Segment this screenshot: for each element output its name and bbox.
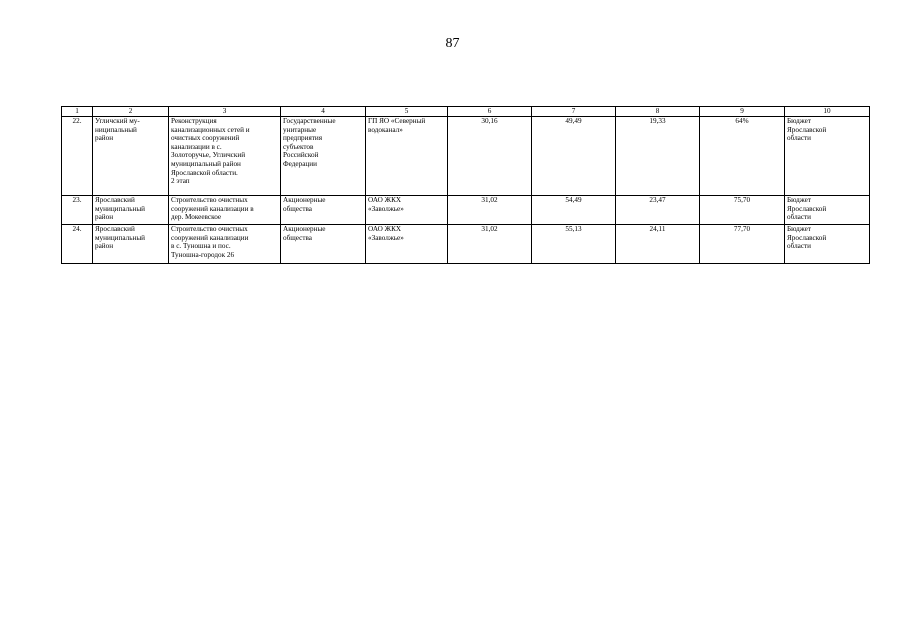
operator-cell: ГП ЯО «Северный водоканал»	[366, 117, 448, 196]
column-header: 2	[93, 107, 169, 117]
value-cell-6: 30,16	[448, 117, 532, 196]
value-cell-9: 75,70	[700, 196, 785, 225]
district-cell: Угличский му- ниципальный район	[93, 117, 169, 196]
column-header: 10	[785, 107, 870, 117]
column-header: 7	[532, 107, 616, 117]
data-table	[61, 106, 870, 264]
district-cell: Ярославский муниципальный район	[93, 225, 169, 264]
value-cell-6: 31,02	[448, 196, 532, 225]
value-cell-7: 49,49	[532, 117, 616, 196]
project-cell: Реконструкция канализационных сетей и очистных сооружений канализации в с. Золоторучье, Угличский муниципальный район Ярославской области. 2 этап	[169, 117, 281, 196]
table-row	[62, 117, 870, 196]
funding-cell: Бюджет Ярославской области	[785, 225, 870, 264]
operator-cell: ОАО ЖКХ «Заволжье»	[366, 196, 448, 225]
operator-cell: ОАО ЖКХ «Заволжье»	[366, 225, 448, 264]
value-cell-8: 19,33	[616, 117, 700, 196]
project-cell: Строительство очистных сооружений канализации в дер. Мокеевское	[169, 196, 281, 225]
funding-cell: Бюджет Ярославской области	[785, 117, 870, 196]
owner-type-cell: Акционерные общества	[281, 225, 366, 264]
project-cell: Строительство очистных сооружений канализации в с. Туношна и пос. Туношна-городок 26	[169, 225, 281, 264]
value-cell-7: 54,49	[532, 196, 616, 225]
column-header: 6	[448, 107, 532, 117]
value-cell-8: 24,11	[616, 225, 700, 264]
value-cell-8: 23,47	[616, 196, 700, 225]
table-header-row	[62, 107, 870, 117]
column-header: 4	[281, 107, 366, 117]
table-row	[62, 225, 870, 264]
table-row	[62, 196, 870, 225]
owner-type-cell: Акционерные общества	[281, 196, 366, 225]
row-number-cell: 23.	[62, 196, 93, 225]
column-header: 3	[169, 107, 281, 117]
column-header: 8	[616, 107, 700, 117]
district-cell: Ярославский муниципальный район	[93, 196, 169, 225]
value-cell-9: 64%	[700, 117, 785, 196]
row-number-cell: 22.	[62, 117, 93, 196]
column-header: 1	[62, 107, 93, 117]
page-number: 87	[445, 36, 460, 51]
funding-cell: Бюджет Ярославской области	[785, 196, 870, 225]
value-cell-6: 31,02	[448, 225, 532, 264]
value-cell-7: 55,13	[532, 225, 616, 264]
column-header: 5	[366, 107, 448, 117]
row-number-cell: 24.	[62, 225, 93, 264]
owner-type-cell: Государственные унитарные предприятия субъектов Российской Федерации	[281, 117, 366, 196]
column-header: 9	[700, 107, 785, 117]
value-cell-9: 77,70	[700, 225, 785, 264]
